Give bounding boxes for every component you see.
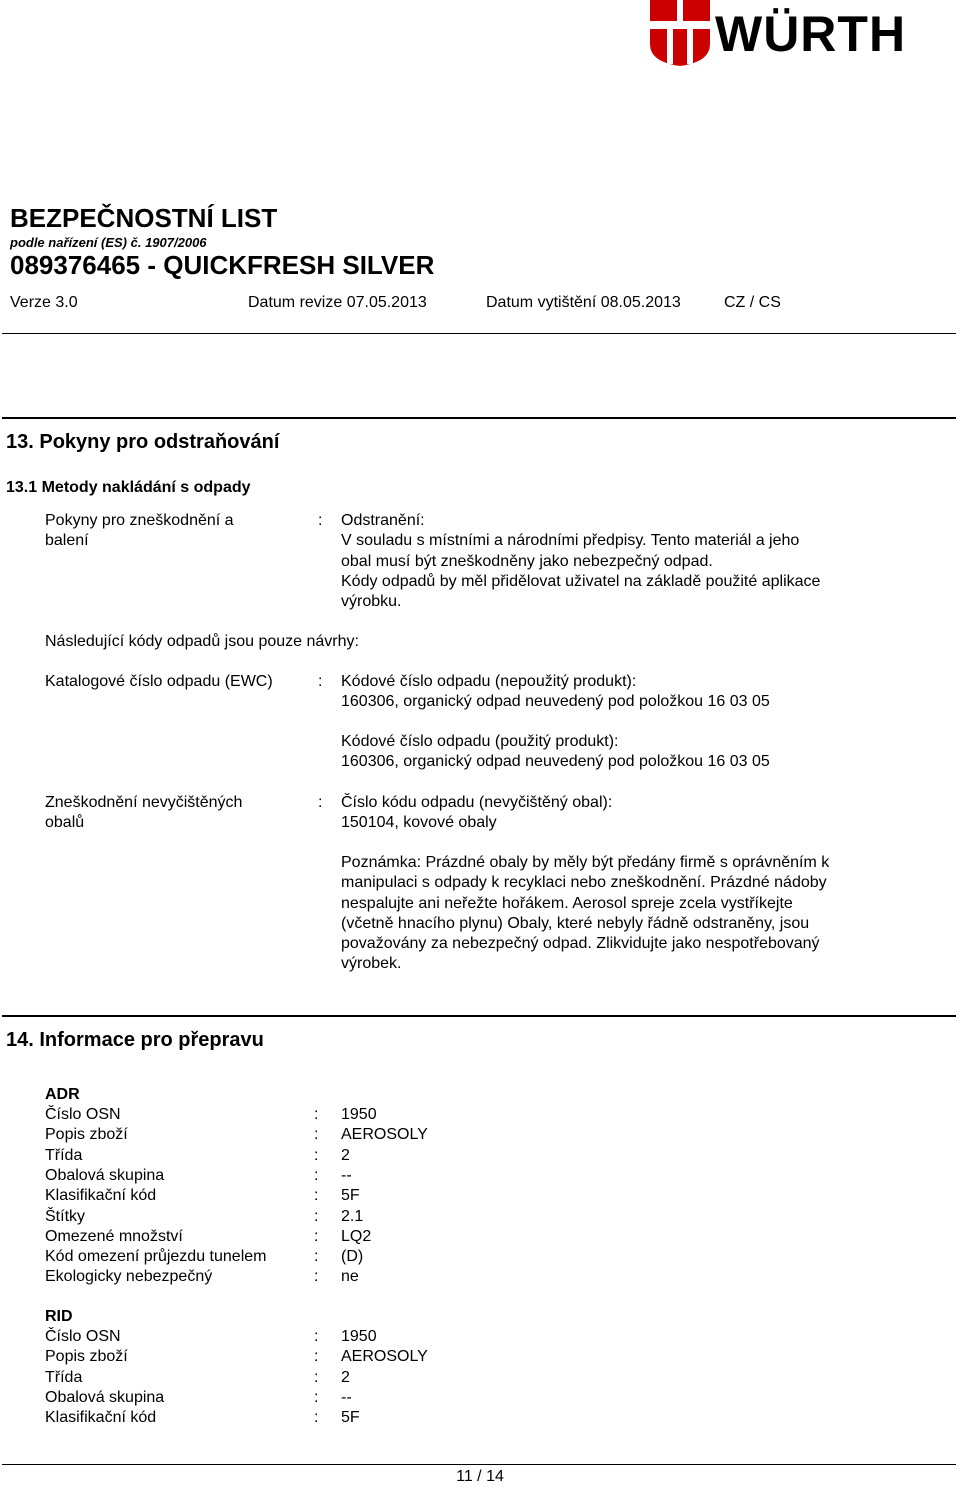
colon: : [318, 794, 323, 811]
document-title: BEZPEČNOSTNÍ LIST [10, 203, 278, 233]
colon: : [314, 1187, 319, 1205]
colon: : [314, 1126, 319, 1144]
section-divider [2, 417, 956, 419]
rid-row-value: -- [341, 1388, 352, 1406]
adr-row-label: Omezené množství [45, 1227, 183, 1245]
waste-codes-note: Následující kódy odpadů jsou pouze návrhy: [45, 633, 359, 650]
product-name: 089376465 - QUICKFRESH SILVER [10, 250, 435, 280]
section-13-heading: 13. Pokyny pro odstraňování [6, 431, 280, 453]
revision-date: Datum revize 07.05.2013 [248, 294, 427, 311]
adr-row-value: 1950 [341, 1106, 377, 1123]
adr-row-label: Ekologicky nebezpečný [45, 1268, 213, 1286]
colon: : [314, 1388, 319, 1406]
colon: : [314, 1248, 319, 1266]
rid-row-label: Klasifikační kód [45, 1409, 157, 1427]
rid-row-value: 5F [341, 1409, 360, 1427]
page-number: 11 / 14 [456, 1468, 504, 1485]
colon: : [314, 1328, 319, 1345]
disposal-value: Odstranění: V souladu s místními a národními předpisy. Tento materiál a jeho obal musí být zneškodněny jako nebezpečný odpad. Kódy odpadů by měl přidělovat uživatel na základě použité aplikace výrobku. [341, 512, 821, 611]
colon: : [314, 1409, 319, 1427]
packaging-code: Číslo kódu odpadu (nevyčištěný obal): 150104, kovové obaly [341, 794, 613, 832]
adr-title: ADR [45, 1086, 80, 1103]
disposal-label: Pokyny pro zneškodnění a balení [45, 512, 234, 550]
brand-name: WÜRTH [715, 6, 907, 62]
header-divider [2, 333, 956, 334]
colon: : [314, 1268, 319, 1286]
adr-row-value: 2 [341, 1146, 350, 1164]
language: CZ / CS [724, 294, 781, 311]
regulation-subtitle: podle nařízení (ES) č. 1907/2006 [10, 235, 207, 250]
packaging-note: Poznámka: Prázdné obaly by měly být předány firmě s oprávněním k manipulaci s odpady k recyklaci nebo zneškodnění. Prázdné nádoby nespalujte ani neřežte hořákem. Aerosol spreje zcela vystříkejte (včetně hnacího plynu) Obaly, které nebyly řádně odstraněny, jsou považovány za nebezpečný odpad. Zlikvidujte jako nespotřebovaný výrobek. [341, 854, 830, 973]
adr-row-label: Obalová skupina [45, 1166, 165, 1184]
section-divider [2, 1015, 956, 1017]
adr-row-value: ne [341, 1268, 359, 1286]
rid-row-value: AEROSOLY [341, 1348, 428, 1366]
rid-row-label: Číslo OSN [45, 1328, 121, 1345]
packaging-label: Zneškodnění nevyčištěných obalů [45, 794, 243, 832]
rid-title: RID [45, 1308, 73, 1325]
footer-divider [2, 1464, 956, 1465]
rid-row-value: 1950 [341, 1328, 377, 1345]
colon: : [314, 1207, 319, 1225]
print-date: Datum vytištění 08.05.2013 [486, 294, 681, 311]
colon: : [314, 1166, 319, 1184]
adr-row-value: AEROSOLY [341, 1126, 428, 1144]
colon: : [314, 1368, 319, 1386]
colon: : [314, 1348, 319, 1366]
colon: : [314, 1227, 319, 1245]
rid-row-label: Popis zboží [45, 1348, 128, 1366]
adr-row-value: -- [341, 1166, 352, 1184]
section-14-heading [6, 1029, 264, 1052]
ewc-value-used: Kódové číslo odpadu (použitý produkt): 160306, organický odpad neuvedený pod položkou 16 03 05 [341, 733, 770, 771]
rid-row-label: Třída [45, 1368, 83, 1386]
adr-row-label: Klasifikační kód [45, 1187, 157, 1205]
colon: : [314, 1106, 319, 1123]
rid-row-label: Obalová skupina [45, 1388, 165, 1406]
adr-row-label: Číslo OSN [45, 1106, 121, 1123]
colon: : [318, 512, 323, 529]
subsection-13-1-heading: 13.1 Metody nakládání s odpady [6, 479, 251, 496]
adr-row-value: 5F [341, 1187, 360, 1205]
adr-row-value: 2.1 [341, 1207, 364, 1225]
adr-row-value: LQ2 [341, 1227, 372, 1245]
adr-row-label: Třída [45, 1146, 83, 1164]
adr-row-label: Popis zboží [45, 1126, 128, 1144]
rid-row-value: 2 [341, 1368, 350, 1386]
section-14-heading-text: 14. Informace pro přepravu [6, 1029, 264, 1051]
ewc-label: Katalogové číslo odpadu (EWC) [45, 673, 273, 690]
version: Verze 3.0 [10, 294, 78, 311]
ewc-value-unused: Kódové číslo odpadu (nepoužitý produkt): 160306, organický odpad neuvedený pod položkou 16 03 05 [341, 673, 770, 711]
adr-row-label: Kód omezení průjezdu tunelem [45, 1248, 267, 1266]
adr-row-value: (D) [341, 1248, 364, 1266]
colon: : [314, 1146, 319, 1164]
colon: : [318, 673, 323, 690]
adr-row-label: Štítky [45, 1207, 86, 1225]
